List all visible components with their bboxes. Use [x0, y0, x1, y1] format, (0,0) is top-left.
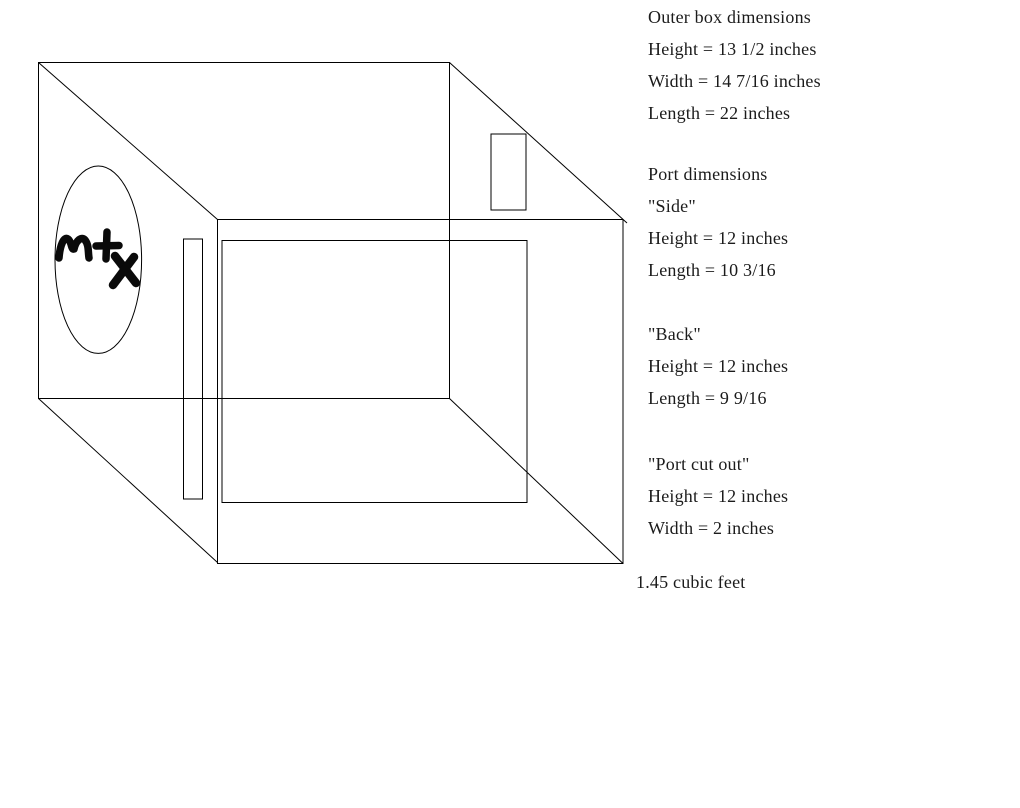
section-heading: "Port cut out"	[648, 454, 750, 474]
port-dimensions-section	[648, 158, 788, 286]
volume-note: 1.45 cubic feet	[636, 572, 746, 592]
note-line: Length = 10 3/16	[648, 260, 776, 280]
note-line: Height = 12 inches	[648, 486, 789, 506]
note-line: Length = 9 9/16	[648, 388, 767, 408]
note-line: Width = 2 inches	[648, 518, 775, 538]
note-line: Height = 12 inches	[648, 356, 789, 376]
note-line: Width = 14 7/16 inches	[648, 71, 821, 91]
outer-box-dimensions-section	[648, 1, 821, 129]
note-line: Length = 22 inches	[648, 103, 791, 123]
section-heading: Port dimensions	[648, 164, 768, 184]
section-heading: Outer box dimensions	[648, 7, 811, 27]
note-line: Height = 12 inches	[648, 228, 789, 248]
section-heading: "Back"	[648, 324, 701, 344]
port-cut-out-section	[648, 448, 788, 544]
back-dimensions-section	[648, 318, 788, 414]
note-line: Height = 13 1/2 inches	[648, 39, 817, 59]
note-line: "Side"	[648, 196, 696, 216]
